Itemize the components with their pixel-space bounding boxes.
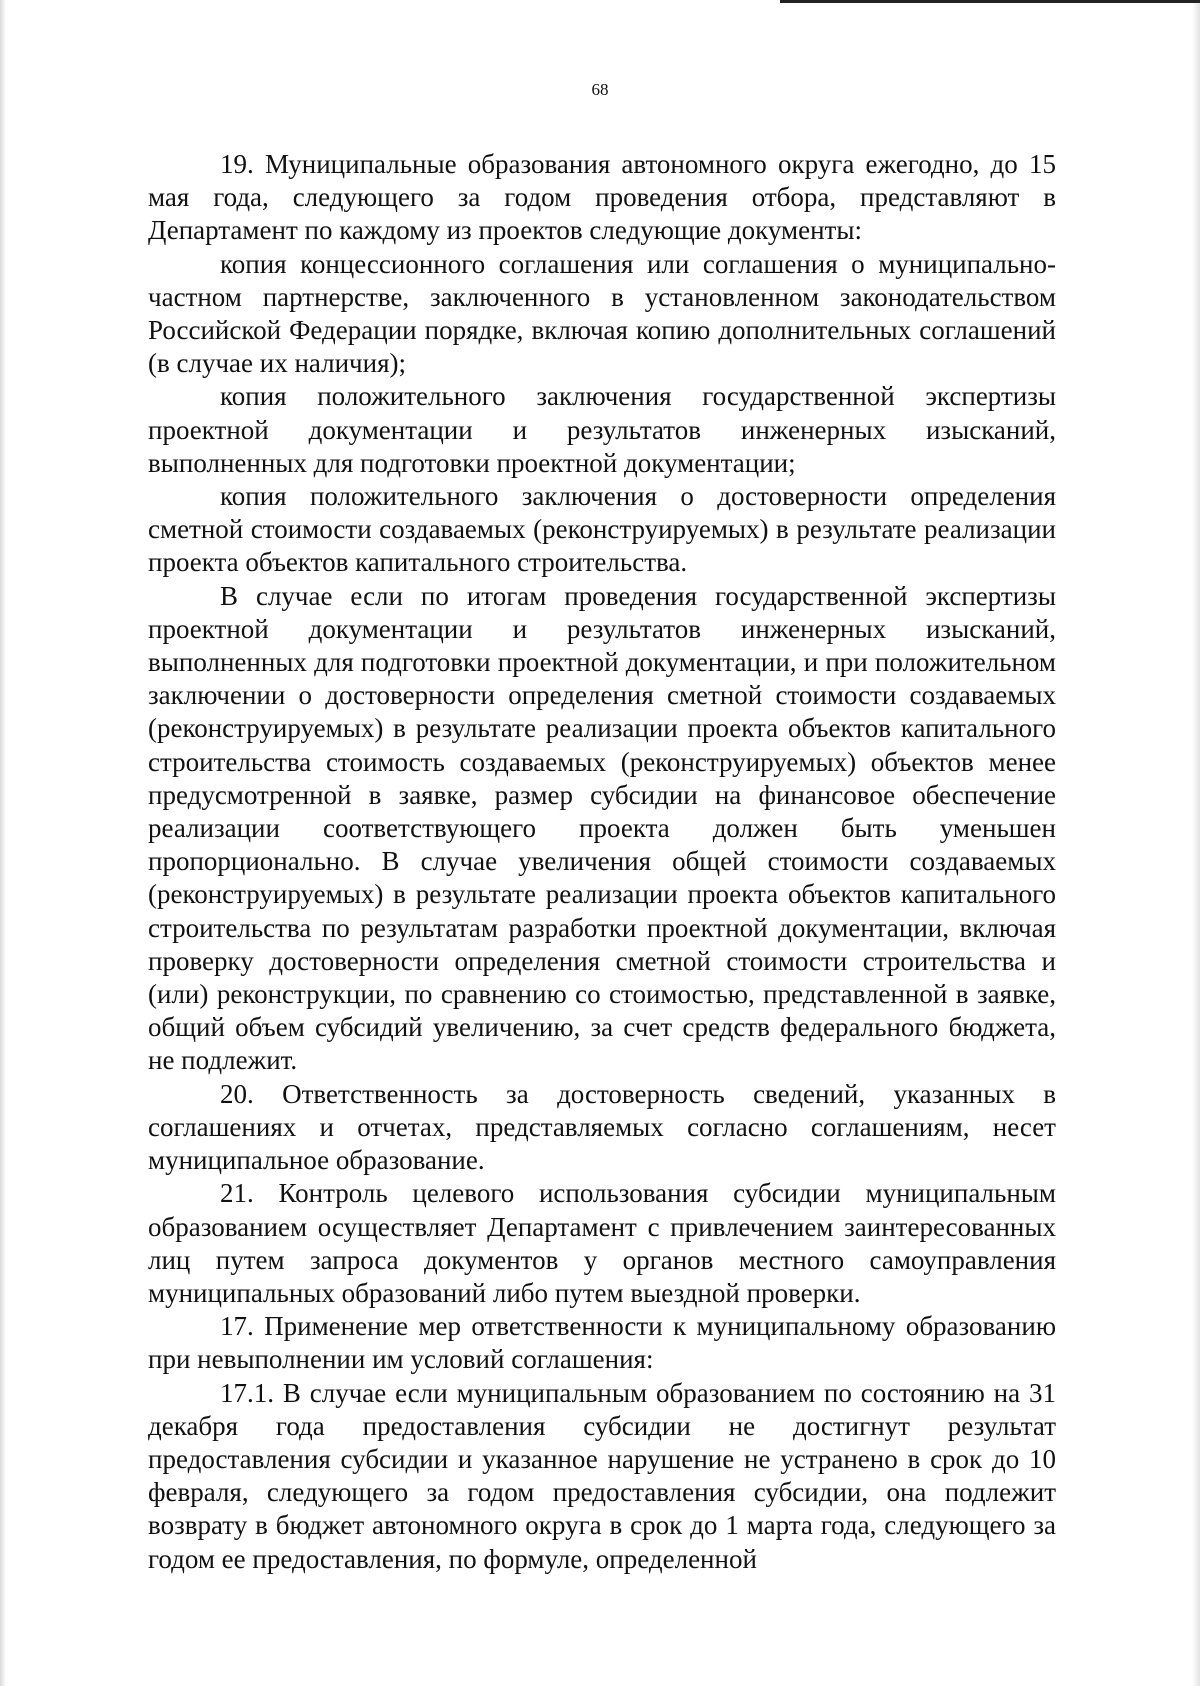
paragraph-17: 17. Применение мер ответственности к муниципальному образованию при невыполнении им условий соглашения: xyxy=(148,1311,1056,1375)
paragraph-20: 20. Ответственность за достоверность сведений, указанных в соглашениях и отчетах, представляемых согласно соглашениям, несет муниципальное образование. xyxy=(148,1078,1056,1176)
paragraph-19: 19. Муниципальные образования автономного округа ежегодно, до 15 мая года, следующего за годом проведения отбора, представляют в Департамент по каждому из проектов следующие документы: xyxy=(148,149,1056,246)
scan-edge-left xyxy=(0,0,6,1686)
paragraph-17-1: 17.1. В случае если муниципальным образованием по состоянию на 31 декабря года предоставления субсидии не достигнут результат предоставления субсидии и указанное нарушение не устранено в срок до 10 февраля, следующего за годом предоставления субсидии, она подлежит возврату в бюджет автономного округа в срок до 1 марта года, следующего за годом ее предоставления, по формуле, определенной xyxy=(148,1377,1056,1574)
top-rule xyxy=(780,0,1200,3)
scan-edge-right xyxy=(1192,0,1200,1686)
paragraph-21: 21. Контроль целевого использования субсидии муниципальным образованием осуществляет Департамент с привлечением заинтересованных лиц путем запроса документов у органов местного самоуправления муниципальных образований либо путем выездной проверки. xyxy=(148,1178,1056,1308)
paragraph-concession-copy: копия концессионного соглашения или соглашения о муниципально-частном партнерстве, заключенного в установленном законодательством Российской Федерации порядке, включая копию дополнительных соглашений (в случае их наличия); xyxy=(148,248,1056,379)
page-number: 68 xyxy=(591,80,609,99)
paragraph-cost-adjustment: В случае если по итогам проведения государственной экспертизы проектной документации и результатов инженерных изысканий, выполненных для подготовки проектной документации, и при положительном заключении о достоверности определения сметной стоимости создаваемых (реконструируемых) в результате реализации проекта объектов капитального строительства стоимость создаваемых (реконструируемых) объектов менее предусмотренной в заявке, размер субсидии на финансовое обеспечение реализации соответствующего проекта должен быть уменьшен пропорционально. В случае увеличения общей стоимости создаваемых (реконструируемых) в результате реализации проекта объектов капитального строительства по результатам разработки проектной документации, включая проверку достоверности определения сметной стоимости строительства и (или) реконструкции, по сравнению со стоимостью, представленной в заявке, общий объем субсидий увеличению, за счет средств федерального бюджета, не подлежит. xyxy=(148,580,1056,1076)
paragraph-expertise-copy: копия положительного заключения государственной экспертизы проектной документации и результатов инженерных изысканий, выполненных для подготовки проектной документации; xyxy=(148,381,1056,478)
paragraph-estimate-copy: копия положительного заключения о достоверности определения сметной стоимости создаваемых (реконструируемых) в результате реализации проекта объектов капитального строительства. xyxy=(148,481,1056,578)
document-body xyxy=(148,148,1056,1576)
